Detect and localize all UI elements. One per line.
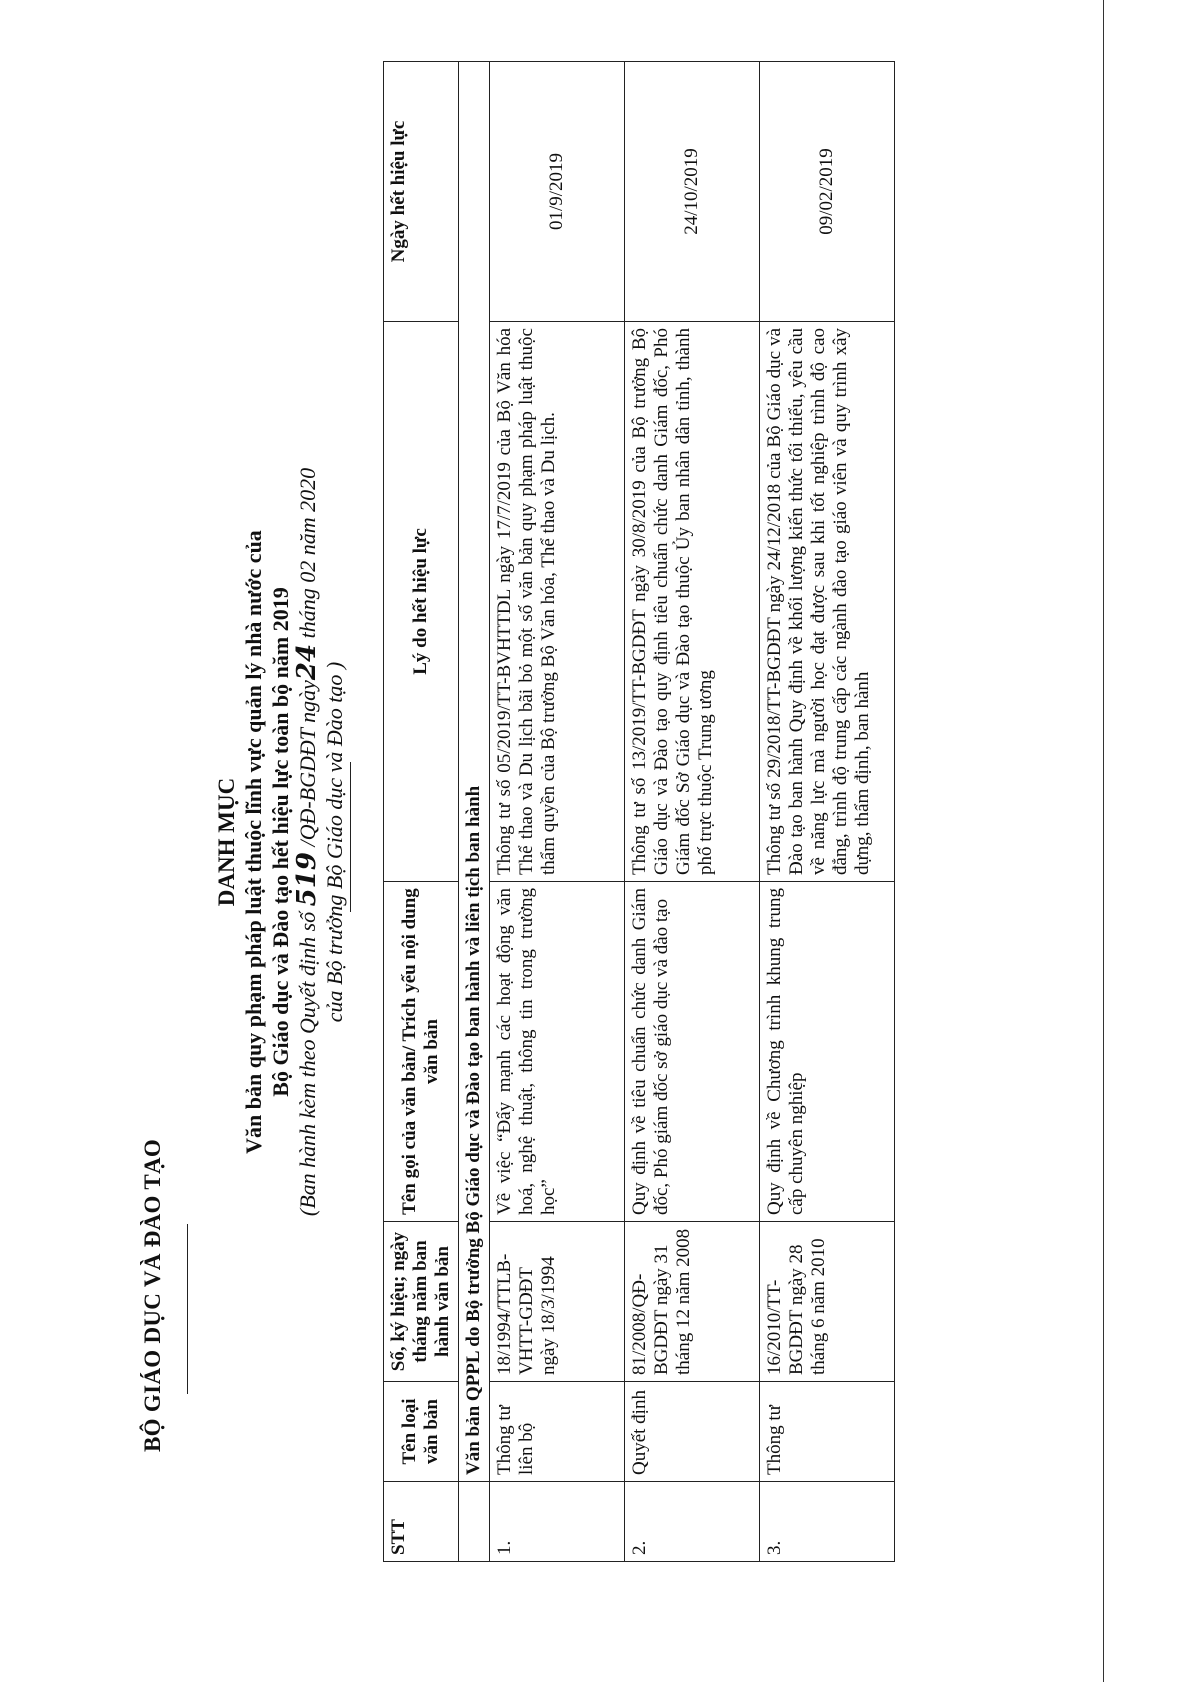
heading-line-2: Bộ Giáo dục và Đào tạo hết hiệu lực toàn bộ năm 2019 <box>268 587 293 1097</box>
cell-type: Thông tư liên bộ <box>490 1382 625 1482</box>
header-stt: STT <box>384 1482 459 1562</box>
section-stt-cell <box>459 1482 490 1562</box>
cell-name: Về việc “Đẩy mạnh các hoạt động văn hoá, nghệ thuật, thông tin trong trường học” <box>490 882 625 1222</box>
cell-name: Quy định về Chương trình khung trung cấp chuyên nghiệp <box>760 882 895 1222</box>
heading-line-3-pre: (Ban hành kèm theo Quyết định số <box>295 911 320 1217</box>
table-header-row <box>384 62 459 1562</box>
cell-date: 24/10/2019 <box>625 62 760 322</box>
header-name: Tên gọi của văn bản/ Trích yếu nội dung văn bản <box>384 882 459 1222</box>
cell-type: Thông tư <box>760 1382 895 1482</box>
cell-reason: Thông tư số 05/2019/TT-BVHTTDL ngày 17/7/2019 của Bộ Văn hóa Thể thao và Du lịch bãi bỏ một số văn bản quy phạm pháp luật thuộc thẩm quyền của Bộ trưởng Bộ Văn hóa, Thể thao và Du lịch. <box>490 322 625 882</box>
cell-number: 16/2010/TT-BGDĐT ngày 28 tháng 6 năm 2010 <box>760 1222 895 1382</box>
ministry-name: BỘ GIÁO DỤC VÀ ĐÀO TẠO <box>140 1138 165 1452</box>
document-heading <box>213 422 348 1262</box>
cell-type: Quyết định <box>625 1382 760 1482</box>
cell-date: 01/9/2019 <box>490 62 625 322</box>
heading-line-4: của Bộ trưởng Bộ Giáo dục và Đào tạo ) <box>322 661 347 1023</box>
header-number: Số, ký hiệu; ngày tháng năm ban hành văn bản <box>384 1222 459 1382</box>
handwritten-decision-number: 519 <box>292 852 322 907</box>
header-reason: Lý do hết hiệu lực <box>384 322 459 882</box>
document-title: DANH MỤC <box>214 777 239 907</box>
ministry-underline <box>187 1224 188 1394</box>
cell-name: Quy định về tiêu chuẩn chức danh Giám đốc, Phó giám đốc sở giáo dục và đào tạo <box>625 882 760 1222</box>
section-row <box>459 62 490 1562</box>
cell-reason: Thông tư số 29/2018/TT-BGDĐT ngày 24/12/2018 của Bộ Giáo dục và Đào tạo ban hành Quy định về khối lượng kiến thức tối thiểu, yêu cầu về năng lực mà người học đạt được sau khi tốt nghiệp trình độ cao đẳng, trình độ trung cấp các ngành đào tạo giáo viên và quy trình xây dựng, thẩm định, ban hành <box>760 322 895 882</box>
header-date: Ngày hết hiệu lực <box>384 62 459 322</box>
cell-date: 09/02/2019 <box>760 62 895 322</box>
cell-stt: 2. <box>625 1482 760 1562</box>
page-edge-line <box>1103 0 1104 1682</box>
cell-stt: 1. <box>490 1482 625 1562</box>
documents-table <box>383 61 895 1562</box>
heading-underline <box>350 762 351 912</box>
table-row <box>760 62 895 1562</box>
handwritten-decision-day: 24 <box>292 643 322 681</box>
heading-line-3-post: tháng 02 năm 2020 <box>295 467 320 639</box>
cell-stt: 3. <box>760 1482 895 1562</box>
cell-number: 81/2008/QĐ-BGDĐT ngày 31 tháng 12 năm 2008 <box>625 1222 760 1382</box>
cell-number: 18/1994/TTLB-VHTT-GDĐT ngày 18/3/1994 <box>490 1222 625 1382</box>
heading-line-1: Văn bản quy phạm pháp luật thuộc lĩnh vực quản lý nhà nước của <box>241 530 266 1154</box>
header-type: Tên loại văn bản <box>384 1382 459 1482</box>
table-row <box>490 62 625 1562</box>
heading-line-3-mid: /QĐ-BGDĐT ngày <box>295 680 320 847</box>
table-row <box>625 62 760 1562</box>
cell-reason: Thông tư số 13/2019/TT-BGDĐT ngày 30/8/2019 của Bộ trưởng Bộ Giáo dục và Đào tạo quy định tiêu chuẩn chức danh Giám đốc, Phó Giám đốc Sở Giáo dục và Đào tạo thuộc Ủy ban nhân dân tỉnh, thành phố trực thuộc Trung ương <box>625 322 760 882</box>
section-title: Văn bản QPPL do Bộ trưởng Bộ Giáo dục và Đào tạo ban hành và liên tịch ban hành <box>459 62 490 1482</box>
heading-line-3 <box>294 422 321 1262</box>
